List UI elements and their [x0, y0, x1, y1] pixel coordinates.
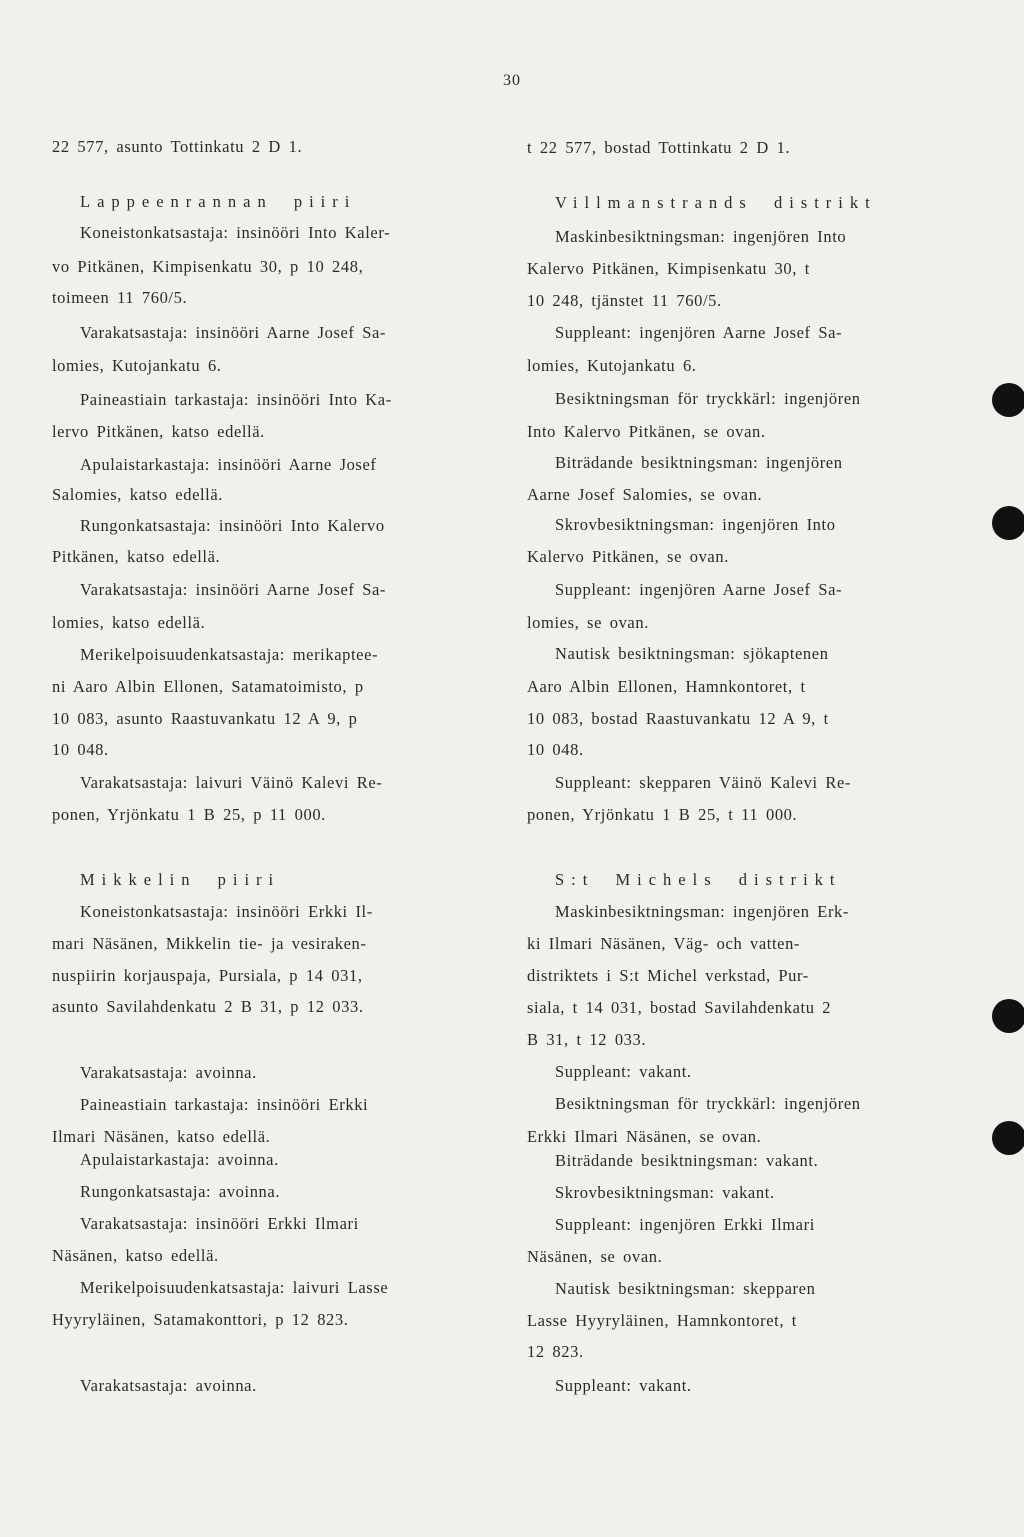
- finnish-district-heading: Lappeenrannan piiri: [80, 192, 357, 211]
- swedish-text-line: 10 048.: [527, 740, 584, 759]
- swedish-text-line: Suppleant: ingenjören Aarne Josef Sa-: [555, 323, 843, 342]
- finnish-text-line: Näsänen, katso edellä.: [52, 1246, 219, 1265]
- swedish-text-line: Skrovbesiktningsman: ingenjören Into: [555, 515, 836, 534]
- finnish-text-line: lervo Pitkänen, katso edellä.: [52, 422, 265, 441]
- finnish-text-line: Koneistonkatsastaja: insinööri Into Kaler-: [80, 223, 391, 242]
- finnish-text-line: Hyyryläinen, Satamakonttori, p 12 823.: [52, 1310, 349, 1329]
- swedish-text-line: B 31, t 12 033.: [527, 1030, 647, 1049]
- finnish-text-line: 10 048.: [52, 740, 109, 759]
- finnish-text-line: Paineastiain tarkastaja: insinööri Into Ka-: [80, 390, 392, 409]
- swedish-text-line: 10 248, tjänstet 11 760/5.: [527, 291, 722, 310]
- finnish-text-line: 22 577, asunto Tottinkatu 2 D 1.: [52, 137, 303, 156]
- page-number: 30: [503, 72, 521, 89]
- finnish-text-line: Koneistonkatsastaja: insinööri Erkki Il-: [80, 902, 373, 921]
- swedish-text-line: 10 083, bostad Raastuvankatu 12 A 9, t: [527, 709, 829, 728]
- finnish-text-line: lomies, katso edellä.: [52, 613, 206, 632]
- swedish-text-line: lomies, se ovan.: [527, 613, 649, 632]
- finnish-text-line: ni Aaro Albin Ellonen, Satamatoimisto, p: [52, 677, 364, 696]
- swedish-text-line: Aaro Albin Ellonen, Hamnkontoret, t: [527, 677, 806, 696]
- finnish-text-line: Ilmari Näsänen, katso edellä.: [52, 1127, 271, 1146]
- punch-hole: [992, 383, 1024, 417]
- swedish-text-line: Suppleant: ingenjören Erkki Ilmari: [555, 1215, 815, 1234]
- finnish-text-line: Pitkänen, katso edellä.: [52, 547, 221, 566]
- swedish-text-line: Kalervo Pitkänen, se ovan.: [527, 547, 729, 566]
- finnish-text-line: lomies, Kutojankatu 6.: [52, 356, 222, 375]
- finnish-text-line: Varakatsastaja: avoinna.: [80, 1376, 257, 1395]
- finnish-text-line: Varakatsastaja: laivuri Väinö Kalevi Re-: [80, 773, 383, 792]
- swedish-text-line: Näsänen, se ovan.: [527, 1247, 663, 1266]
- swedish-text-line: Into Kalervo Pitkänen, se ovan.: [527, 422, 766, 441]
- swedish-text-line: Erkki Ilmari Näsänen, se ovan.: [527, 1127, 762, 1146]
- swedish-text-line: Kalervo Pitkänen, Kimpisenkatu 30, t: [527, 259, 810, 278]
- swedish-text-line: Biträdande besiktningsman: ingenjören: [555, 453, 843, 472]
- finnish-text-line: nuspiirin korjauspaja, Pursiala, p 14 031,: [52, 966, 363, 985]
- swedish-text-line: ponen, Yrjönkatu 1 B 25, t 11 000.: [527, 805, 798, 824]
- swedish-text-line: Biträdande besiktningsman: vakant.: [555, 1151, 819, 1170]
- swedish-text-line: Suppleant: ingenjören Aarne Josef Sa-: [555, 580, 843, 599]
- swedish-text-line: Besiktningsman för tryckkärl: ingenjören: [555, 389, 861, 408]
- swedish-text-line: Nautisk besiktningsman: sjökaptenen: [555, 644, 829, 663]
- finnish-text-line: Varakatsastaja: insinööri Aarne Josef Sa-: [80, 580, 387, 599]
- finnish-text-line: Apulaistarkastaja: insinööri Aarne Josef: [80, 455, 377, 474]
- finnish-text-line: mari Näsänen, Mikkelin tie- ja vesiraken-: [52, 934, 367, 953]
- punch-hole: [992, 999, 1024, 1033]
- swedish-text-line: t 22 577, bostad Tottinkatu 2 D 1.: [527, 138, 791, 157]
- swedish-text-line: Skrovbesiktningsman: vakant.: [555, 1183, 775, 1202]
- finnish-text-line: 10 083, asunto Raastuvankatu 12 A 9, p: [52, 709, 358, 728]
- swedish-text-line: lomies, Kutojankatu 6.: [527, 356, 697, 375]
- swedish-text-line: distriktets i S:t Michel verkstad, Pur-: [527, 966, 809, 985]
- swedish-district-heading: Villmanstrands distrikt: [555, 193, 877, 212]
- punch-hole: [992, 1121, 1024, 1155]
- finnish-text-line: Varakatsastaja: insinööri Erkki Ilmari: [80, 1214, 359, 1233]
- swedish-text-line: ki Ilmari Näsänen, Väg- och vatten-: [527, 934, 801, 953]
- finnish-text-line: Salomies, katso edellä.: [52, 485, 224, 504]
- swedish-text-line: Lasse Hyyryläinen, Hamnkontoret, t: [527, 1311, 797, 1330]
- finnish-text-line: ponen, Yrjönkatu 1 B 25, p 11 000.: [52, 805, 326, 824]
- swedish-text-line: Suppleant: vakant.: [555, 1376, 692, 1395]
- finnish-text-line: Merikelpoisuudenkatsastaja: merikaptee-: [80, 645, 379, 664]
- finnish-text-line: toimeen 11 760/5.: [52, 288, 188, 307]
- finnish-text-line: Apulaistarkastaja: avoinna.: [80, 1150, 279, 1169]
- swedish-district-heading: S:t Michels distrikt: [555, 870, 842, 889]
- finnish-text-line: Rungonkatsastaja: avoinna.: [80, 1182, 281, 1201]
- finnish-text-line: asunto Savilahdenkatu 2 B 31, p 12 033.: [52, 997, 364, 1016]
- finnish-district-heading: Mikkelin piiri: [80, 870, 281, 889]
- punch-hole: [992, 506, 1024, 540]
- swedish-text-line: Nautisk besiktningsman: skepparen: [555, 1279, 816, 1298]
- swedish-text-line: Maskinbesiktningsman: ingenjören Into: [555, 227, 847, 246]
- finnish-text-line: Rungonkatsastaja: insinööri Into Kalervo: [80, 516, 385, 535]
- swedish-text-line: Maskinbesiktningsman: ingenjören Erk-: [555, 902, 849, 921]
- finnish-text-line: Paineastiain tarkastaja: insinööri Erkki: [80, 1095, 369, 1114]
- swedish-text-line: Suppleant: vakant.: [555, 1062, 692, 1081]
- swedish-text-line: Aarne Josef Salomies, se ovan.: [527, 485, 763, 504]
- finnish-text-line: Merikelpoisuudenkatsastaja: laivuri Lasse: [80, 1278, 389, 1297]
- swedish-text-line: Besiktningsman för tryckkärl: ingenjören: [555, 1094, 861, 1113]
- swedish-text-line: siala, t 14 031, bostad Savilahdenkatu 2: [527, 998, 832, 1017]
- finnish-text-line: vo Pitkänen, Kimpisenkatu 30, p 10 248,: [52, 257, 364, 276]
- swedish-text-line: 12 823.: [527, 1342, 584, 1361]
- finnish-text-line: Varakatsastaja: insinööri Aarne Josef Sa-: [80, 323, 387, 342]
- finnish-text-line: Varakatsastaja: avoinna.: [80, 1063, 257, 1082]
- swedish-text-line: Suppleant: skepparen Väinö Kalevi Re-: [555, 773, 851, 792]
